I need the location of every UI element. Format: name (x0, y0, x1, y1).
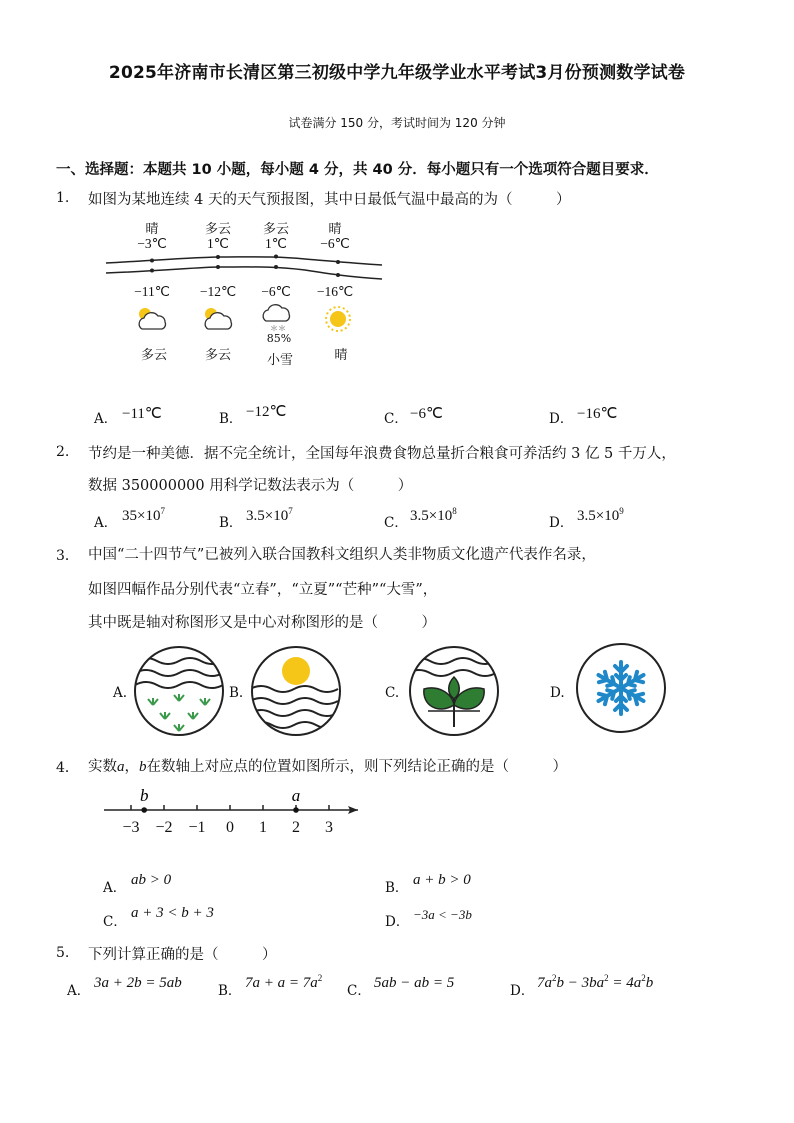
summer-begins-emblem[interactable] (250, 645, 342, 737)
q3-stem-line1: 中国“二十四节气”已被列入联合国教科文组织人类非物质文化遗产代表作名录， (88, 547, 596, 563)
q4-number: 4． (56, 760, 79, 776)
q2-option-a-label[interactable]: A． (94, 515, 118, 531)
forecast-day2-weather: 多云 (204, 222, 231, 237)
partly-cloudy-icon (200, 305, 238, 333)
q1-option-b[interactable]: −12℃ (246, 404, 287, 420)
forecast-day3-weather-bottom: 小雪 (266, 353, 293, 368)
forecast-day4-high: −6℃ (320, 236, 350, 251)
forecast-day1-weather-bottom: 多云 (140, 348, 167, 363)
q5-option-d[interactable]: $7a^2b - 3ba^2 = 4a^2b$ (537, 973, 654, 991)
number-line-tick-label: 0 (226, 819, 234, 836)
snow-probability: 85% (266, 332, 292, 345)
forecast-day1-weather: 晴 (145, 222, 159, 237)
q1-option-b-label[interactable]: B． (219, 411, 243, 427)
q4-option-c-label[interactable]: C． (103, 914, 127, 930)
q1-option-a[interactable]: −11℃ (122, 406, 162, 422)
page-title: 2025年济南市长清区第三初级中学九年级学业水平考试3月份预测数学试卷 (108, 63, 686, 83)
q1-option-c[interactable]: −6℃ (410, 406, 443, 422)
q5-stem: 下列计算正确的是（ ） (88, 947, 277, 963)
grain-in-ear-emblem[interactable] (408, 645, 500, 737)
forecast-day2-low: −12℃ (199, 284, 237, 299)
q2-stem-line1: 节约是一种美德．据不完全统计，全国每年浪费食物总量折合粮食可养活约 3 亿 5 千万人， (88, 446, 676, 462)
forecast-day2-high: 1℃ (207, 236, 229, 251)
point-a-label: a (291, 786, 301, 805)
q5-option-d-label[interactable]: D． (510, 983, 535, 999)
q3-option-a-label[interactable]: A. (113, 685, 128, 701)
q3-option-c-label[interactable]: C. (385, 685, 400, 701)
section-heading: 一、选择题：本题共 10 小题，每小题 4 分，共 40 分．每小题只有一个选项符合题目要求． (56, 162, 659, 178)
q1-option-c-label[interactable]: C． (384, 411, 408, 427)
q1-number: 1. (56, 190, 70, 206)
q1-option-d-label[interactable]: D． (549, 411, 574, 427)
q4-option-b[interactable]: a + b > 0 (413, 872, 471, 888)
q2-stem-line2: 数据 350000000 用科学记数法表示为（ ） (88, 478, 413, 494)
q3-option-d-label[interactable]: D. (550, 685, 565, 701)
q2-option-d-label[interactable]: D． (549, 515, 574, 531)
q4-option-c[interactable]: a + 3 < b + 3 (131, 905, 214, 921)
q5-option-c[interactable]: 5ab − ab = 5 (374, 975, 455, 991)
q4-option-a[interactable]: ab > 0 (131, 872, 172, 888)
q3-stem-line2: 如图四幅作品分别代表“立春”，“立夏”“芒种”“大雪”， (88, 582, 438, 598)
number-line-tick-label: 3 (325, 819, 333, 836)
forecast-day3-weather: 多云 (262, 222, 289, 237)
number-line-tick-label: −1 (188, 819, 206, 836)
q5-number: 5. (56, 945, 70, 961)
q4-option-b-label[interactable]: B． (385, 880, 409, 896)
forecast-day3-high: 1℃ (265, 236, 287, 251)
number-line-tick-label: −2 (155, 819, 173, 836)
q1-stem: 如图为某地连续 4 天的天气预报图，其中日最低气温中最高的为（ ） (88, 192, 571, 208)
partly-cloudy-icon (134, 305, 172, 333)
q1-option-d[interactable]: −16℃ (577, 406, 618, 422)
q2-number: 2. (56, 444, 70, 460)
number-line-tick-label: −3 (122, 819, 140, 836)
q5-option-c-label[interactable]: C． (347, 983, 371, 999)
q2-option-b-label[interactable]: B． (219, 515, 243, 531)
forecast-day4-low: −16℃ (316, 284, 354, 299)
forecast-day3-low: −6℃ (261, 284, 291, 299)
q3-option-b-label[interactable]: B. (229, 685, 244, 701)
number-line (100, 786, 370, 840)
point-b (141, 807, 147, 813)
q3-number: 3． (56, 548, 79, 564)
great-snow-emblem[interactable] (573, 640, 669, 736)
number-line-tick-label: 2 (292, 819, 300, 836)
svg-text:＊＊: ＊＊ (270, 324, 286, 333)
forecast-day2-weather-bottom: 多云 (204, 348, 231, 363)
q2-option-a[interactable]: $35\times 10^7$ (122, 506, 165, 524)
q1-option-a-label[interactable]: A． (94, 411, 118, 427)
q4-option-a-label[interactable]: A． (103, 880, 127, 896)
q2-option-c-label[interactable]: C． (384, 515, 408, 531)
q5-option-a-label[interactable]: A． (67, 983, 91, 999)
temperature-curves (100, 252, 390, 288)
exam-info: 试卷满分 150 分，考试时间为 120 分钟 (288, 116, 506, 130)
number-line-tick-label: 1 (259, 819, 267, 836)
q2-option-c[interactable]: $3.5\times 10^8$ (410, 506, 457, 524)
sunny-icon (322, 303, 354, 335)
q5-option-a[interactable]: 3a + 2b = 5ab (94, 975, 182, 991)
q2-option-b[interactable]: $3.5\times 10^7$ (246, 506, 293, 524)
forecast-day4-weather: 晴 (328, 222, 342, 237)
point-a (293, 807, 299, 813)
forecast-day1-high: −3℃ (137, 236, 167, 251)
q4-option-d[interactable]: −3a < −3b (413, 907, 472, 922)
q4-option-d-label[interactable]: D． (385, 914, 410, 930)
q5-option-b-label[interactable]: B． (218, 983, 242, 999)
q2-option-d[interactable]: $3.5\times 10^9$ (577, 506, 624, 524)
q3-stem-line3: 其中既是轴对称图形又是中心对称图形的是（ ） (88, 615, 436, 631)
snow-icon (260, 303, 296, 333)
forecast-day1-low: −11℃ (134, 284, 170, 299)
q4-stem: 实数a，b在数轴上对应点的位置如图所示，则下列结论正确的是（ ） (88, 759, 567, 775)
spring-begins-emblem[interactable] (133, 645, 225, 737)
forecast-day4-weather-bottom: 晴 (334, 348, 348, 363)
point-b-label: b (139, 786, 149, 805)
q5-option-b[interactable]: $7a + a = 7a^2$ (245, 973, 323, 991)
